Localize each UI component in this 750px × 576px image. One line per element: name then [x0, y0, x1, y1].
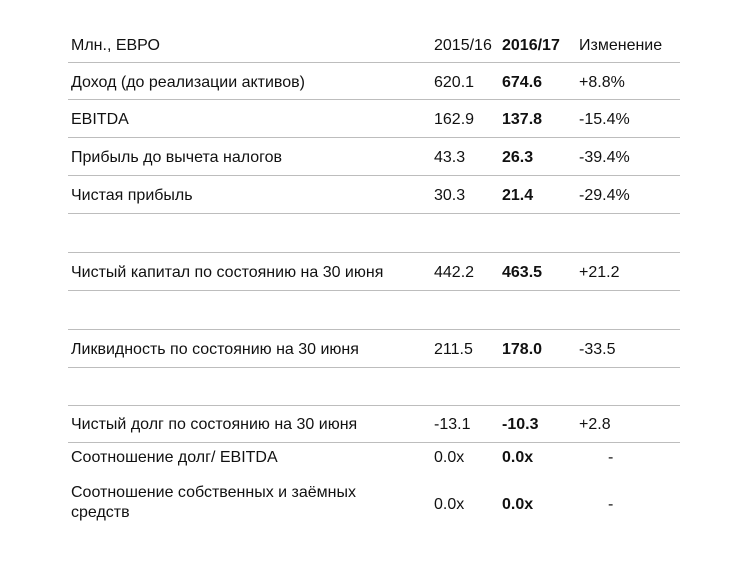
table-row	[68, 138, 680, 176]
row-value-2016-17: 178.0	[502, 341, 543, 358]
table-row	[68, 406, 680, 443]
header-label: Млн., ЕВРО	[71, 37, 160, 54]
row-change: -33.5	[579, 341, 616, 358]
spacer-row	[68, 368, 680, 406]
row-value-2015-16: 162.9	[434, 111, 475, 128]
row-value-2015-16: 0.0x	[434, 496, 465, 513]
header-year-2015-16: 2015/16	[434, 37, 492, 54]
header-year-2016-17: 2016/17	[502, 37, 560, 54]
row-value-2015-16: 442.2	[434, 264, 475, 281]
table-row	[68, 481, 680, 537]
row-label: Чистый долг по состоянию на 30 июня	[71, 416, 358, 433]
row-label: Чистая прибыль	[71, 187, 193, 204]
row-value-2015-16: 30.3	[434, 187, 466, 204]
table-header	[68, 31, 680, 63]
row-value-2016-17: 0.0x	[502, 496, 534, 513]
row-label: Соотношение долг/ EBITDA	[71, 449, 278, 466]
row-change: +21.2	[579, 264, 620, 281]
row-change: +2.8	[579, 416, 611, 433]
table-row	[68, 63, 680, 100]
row-change: -15.4%	[579, 111, 630, 128]
row-value-2016-17: 0.0x	[502, 449, 534, 466]
row-change: +8.8%	[579, 74, 625, 91]
financial-table	[68, 31, 680, 537]
row-value-2016-17: -10.3	[502, 416, 539, 433]
row-value-2015-16: 211.5	[434, 341, 473, 358]
table-row	[68, 330, 680, 368]
row-value-2016-17: 21.4	[502, 187, 534, 204]
row-value-2016-17: 463.5	[502, 264, 543, 281]
row-value-2016-17: 137.8	[502, 111, 543, 128]
row-label: Доход (до реализации активов)	[71, 74, 305, 91]
row-label: Ликвидность по состоянию на 30 июня	[71, 341, 359, 358]
spacer-row	[68, 214, 680, 253]
row-label: Прибыль до вычета налогов	[71, 149, 283, 166]
row-label: Чистый капитал по состоянию на 30 июня	[71, 264, 384, 281]
row-value-2015-16: 43.3	[434, 149, 466, 166]
table-row	[68, 443, 680, 481]
row-label: EBITDA	[71, 111, 129, 128]
header-change: Изменение	[579, 37, 663, 54]
table-row	[68, 253, 680, 291]
row-value-2015-16: -13.1	[434, 416, 471, 433]
row-value-2015-16: 620.1	[434, 74, 475, 91]
row-value-2016-17: 674.6	[502, 74, 543, 91]
row-change: -29.4%	[579, 187, 630, 204]
row-value-2016-17: 26.3	[502, 149, 534, 166]
row-change: -	[608, 449, 614, 466]
row-change: -	[608, 496, 614, 513]
table-row	[68, 100, 680, 138]
spacer-row	[68, 291, 680, 330]
row-label: Соотношение собственных и заёмных средств	[71, 484, 356, 521]
row-value-2015-16: 0.0x	[434, 449, 465, 466]
row-change: -39.4%	[579, 149, 630, 166]
table-row	[68, 176, 680, 214]
